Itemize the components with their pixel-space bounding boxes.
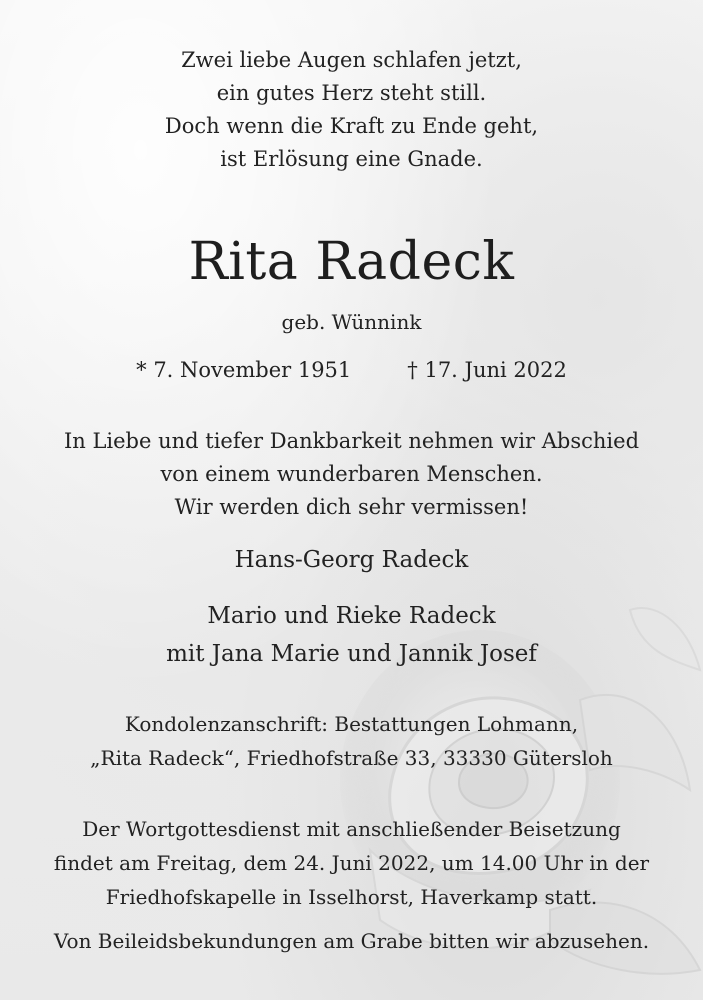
farewell-text: [0, 425, 703, 524]
condolence-line: „Rita Radeck“, Friedhofstraße 33, 33330 Gütersloh: [90, 746, 613, 770]
farewell-line: Wir werden dich sehr vermissen!: [174, 495, 529, 519]
farewell-line: von einem wunderbaren Menschen.: [160, 462, 543, 486]
farewell-line: In Liebe und tiefer Dankbarkeit nehmen wir Abschied: [63, 429, 640, 453]
service-info: [0, 812, 703, 914]
deceased-name: Rita Radeck: [188, 232, 515, 292]
grandchildren-names: mit Jana Marie und Jannik Josef: [166, 641, 537, 667]
death-date: † 17. Juni 2022: [407, 358, 567, 382]
condolence-address: [0, 707, 703, 775]
family-spouse: Hans-Georg Radeck: [234, 547, 469, 573]
life-dates: [0, 355, 703, 385]
poem-line: Zwei liebe Augen schlafen jetzt,: [181, 48, 522, 72]
family-children: [0, 597, 703, 673]
poem-line: Doch wenn die Kraft zu Ende geht,: [164, 114, 539, 138]
condolence-notice: Von Beileidsbekundungen am Grabe bitten wir abzusehen.: [53, 929, 650, 953]
service-line: findet am Freitag, dem 24. Juni 2022, um 14.00 Uhr in der: [53, 851, 650, 875]
poem: [0, 44, 703, 176]
birth-name: geb. Wünnink: [281, 310, 422, 334]
poem-line: ein gutes Herz steht still.: [216, 81, 487, 105]
poem-line: ist Erlösung eine Gnade.: [220, 147, 483, 171]
service-line: Friedhofskapelle in Isselhorst, Haverkamp statt.: [105, 885, 598, 909]
children-names: Mario und Rieke Radeck: [207, 603, 496, 629]
service-line: Der Wortgottesdienst mit anschließender Beisetzung: [82, 817, 621, 841]
birth-date: * 7. November 1951: [136, 358, 352, 382]
condolence-line: Kondolenzanschrift: Bestattungen Lohmann,: [124, 712, 579, 736]
